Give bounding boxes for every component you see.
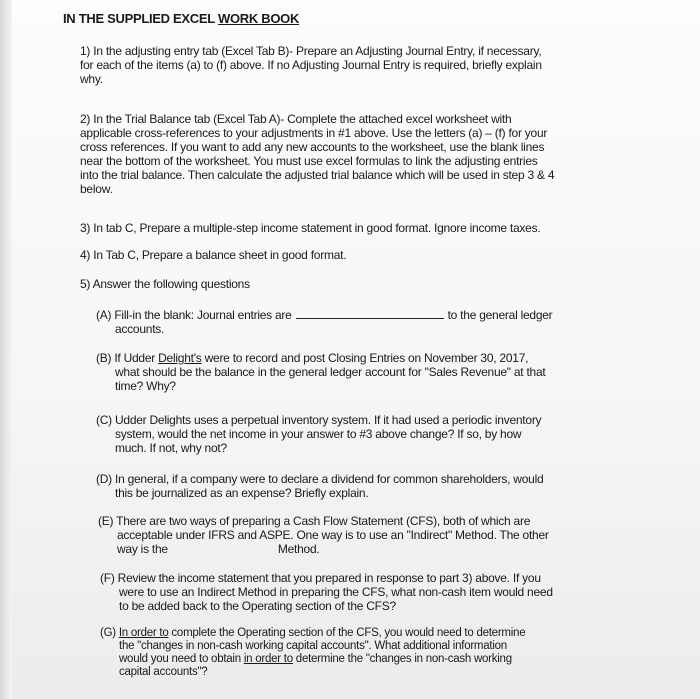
question-b [96,351,546,393]
question-2-line: into the trial balance. Then calculate the adjusted trial balance which will be used in step 3 & 4 [80,168,555,182]
question-5 [80,277,250,291]
question-1 [80,44,542,86]
question-e [98,514,549,556]
question-e-text: Method. [277,542,320,556]
question-1-line: 1) In the adjusting entry tab (Excel Tab B)- Prepare an Adjusting Journal Entry, if necessary, [80,44,542,58]
fill-in-blank [296,308,444,319]
question-4-line: 4) In Tab C, Prepare a balance sheet in good format. [80,248,347,262]
question-2-line: cross references. If you want to add any new accounts to the worksheet, use the blank lines [80,140,545,154]
heading-underlined: WORK BOOK [217,11,300,26]
question-d-line: (D) In general, if a company were to declare a dividend for common shareholders, would [96,472,544,486]
question-b-text: (B) If Udder [96,351,159,365]
question-2-line: below. [80,182,113,196]
question-b-underlined: Delight's [158,351,202,365]
question-3 [80,221,540,235]
question-f-line: to be added back to the Operating section of the CFS? [119,599,396,613]
question-g-underlined: in order to [243,653,293,665]
question-d-line: this be journalized as an expense? Briefly explain. [115,486,369,500]
question-2 [80,112,554,196]
question-b-text: time? Why? [115,379,176,393]
question-f-line: were to use an Indirect Method in preparing the CFS, what non-cash item would need [119,585,553,599]
question-2-line: applicable cross-references to your adjustments in #1 above. Use the letters (a) – (f) for your [80,126,548,140]
page-fold-shadow [0,0,12,699]
question-g-underlined: In order to [118,627,169,639]
question-2-line: 2) In the Trial Balance tab (Excel Tab A)- Complete the attached excel worksheet with [80,112,512,126]
document-heading [63,11,299,26]
question-a-text: to the general ledger [447,308,553,322]
question-f [100,571,553,613]
question-1-line: why. [80,72,103,86]
question-c-line: (C) Udder Delights uses a perpetual inventory system. If it had used a periodic inventory [96,413,542,427]
question-5-line: 5) Answer the following questions [80,277,250,291]
question-4 [80,248,346,262]
question-d [96,472,543,500]
question-g-text: complete the Operating section of the CFS, you would need to determine [168,627,526,639]
heading-prefix: IN THE SUPPLIED EXCEL [63,11,218,26]
question-1-line: for each of the items (a) to (f) above. If no Adjusting Journal Entry is required, briefly explain [80,58,542,72]
question-c-line: much. If not, why not? [115,441,227,455]
question-a-text: accounts. [115,322,165,336]
question-g-text: determine the "changes in non-cash working [292,653,512,665]
question-b-text: what should be the balance in the general ledger account for "Sales Revenue" at that [115,365,546,379]
question-g-text: would you need to obtain [119,653,244,665]
question-a-text: (A) Fill-in the blank: Journal entries are [96,308,292,322]
question-a [96,308,552,336]
question-2-line: near the bottom of the worksheet. You must use excel formulas to link the adjusting entries [80,154,538,168]
question-g [100,627,525,679]
question-c-line: system, would the net income in your answer to #3 above change? If so, by how [115,427,522,441]
question-g-text: the "changes in non-cash working capital accounts". What additional information [119,640,507,652]
question-e-text: way is the [117,542,168,556]
question-g-text: capital accounts"? [119,666,208,678]
question-e-text: (E) There are two ways of preparing a Cash Flow Statement (CFS), both of which are [98,514,531,528]
question-b-text: were to record and post Closing Entries on November 30, 2017, [201,351,529,365]
question-e-text: acceptable under IFRS and ASPE. One way is to use an "Indirect" Method. The other [117,528,549,542]
question-f-line: (F) Review the income statement that you prepared in response to part 3) above. If you [100,571,541,585]
question-c [96,413,541,455]
question-g-text: (G) [100,627,119,639]
question-3-line: 3) In tab C, Prepare a multiple-step income statement in good format. Ignore income taxes. [80,221,541,235]
